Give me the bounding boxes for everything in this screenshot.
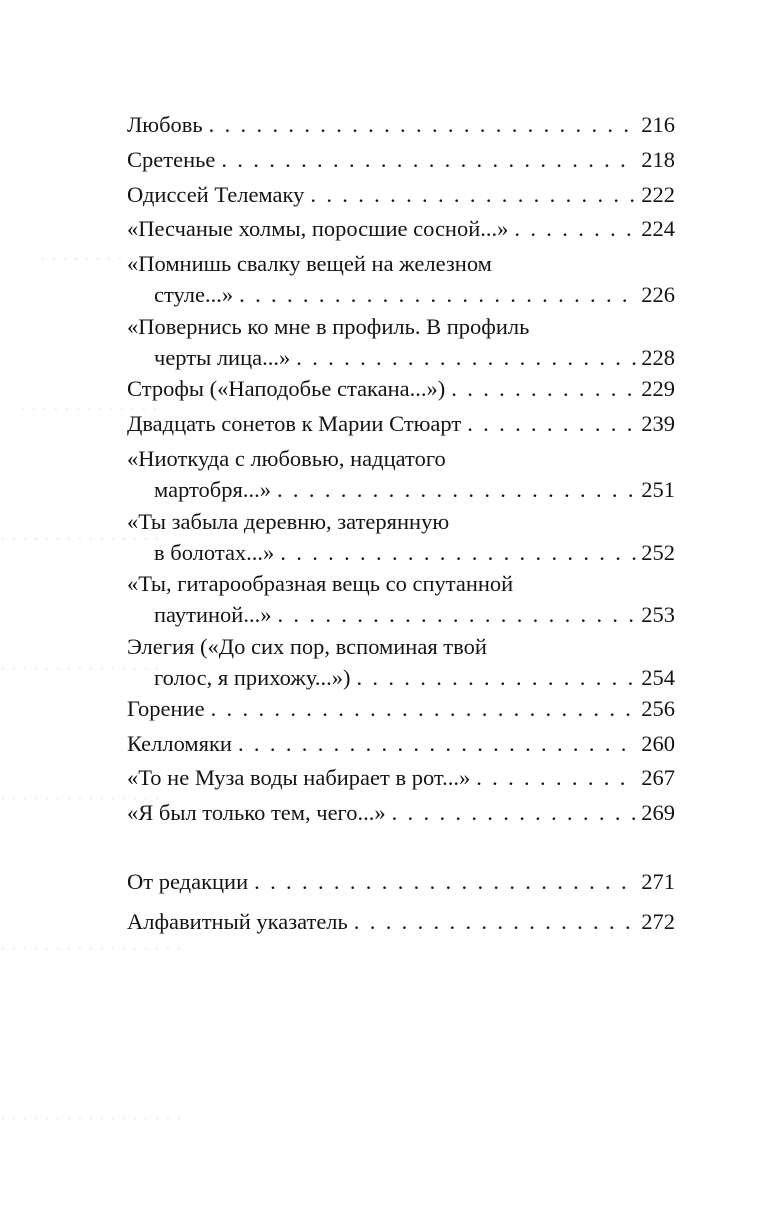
toc-entry-title: Горение	[127, 696, 205, 721]
leader-dots	[254, 866, 637, 897]
leader-dots	[514, 213, 637, 244]
toc-entry	[127, 906, 675, 937]
toc-page-number: 251	[641, 477, 675, 502]
toc-entry-title: Одиссей Телемаку	[127, 182, 305, 207]
toc-entry-title: «Ты забыла деревню, затерянную	[127, 509, 450, 534]
toc-page-number: 216	[641, 112, 675, 137]
toc-entry-title: Любовь	[127, 112, 203, 137]
leader-dots	[310, 179, 637, 210]
toc-entry-title: «То не Муза воды набирает в рот...»	[127, 765, 471, 790]
toc-page-number: 218	[641, 147, 675, 172]
toc-page-number: 269	[641, 800, 675, 825]
toc-entry-title: Двадцать сонетов к Марии Стюарт	[127, 411, 462, 436]
toc-page-number: 256	[641, 696, 675, 721]
toc-entry	[127, 109, 675, 140]
toc-entry-title: От редакции	[127, 869, 249, 894]
toc-entry-title: Элегия («До сих пор, вспоминая твой	[127, 634, 487, 659]
toc-entry	[127, 443, 675, 505]
leader-dots	[467, 408, 637, 439]
toc-entry	[127, 762, 675, 793]
toc-entry-title: «Ниоткуда с любовью, надцатого	[127, 446, 446, 471]
leader-dots	[354, 906, 637, 937]
toc-entry	[127, 631, 675, 693]
toc-entry-title: «Песчаные холмы, поросшие сосной...»	[127, 216, 509, 241]
toc-entry	[127, 373, 675, 404]
toc-entry-title: Алфавитный указатель	[127, 909, 348, 934]
leader-dots	[238, 728, 637, 759]
toc-entry-title-continued: стуле...»	[154, 282, 234, 307]
show-through-bleed: . . . . . . . . . . . . . . . . . . . . . . . . . . . . . . . . . . . . . . . . . . . . . . . . . . . . . . . . . . . . . . . . . . . . . . . . . . . . . . . . . . . . . . . . . . . . . . . . . . . . . . .	[0, 240, 182, 1125]
toc-page-number: 229	[641, 376, 675, 401]
toc-entry	[127, 179, 675, 210]
toc-entry-title-continued: голос, я прихожу...»)	[154, 665, 351, 690]
toc-entry-title: Строфы («Наподобье стакана...»)	[127, 376, 446, 401]
toc-entry	[127, 213, 675, 244]
leader-dots	[277, 599, 637, 630]
toc-entry	[127, 311, 675, 373]
toc-page-number: 271	[641, 869, 675, 894]
toc-entry-title: «Ты, гитарообразная вещь со спутанной	[127, 571, 514, 596]
toc-entry-title-continued: в болотах...»	[154, 540, 275, 565]
toc-entry-title-continued: паутиной...»	[154, 602, 272, 627]
toc-entry-title: «Повернись ко мне в профиль. В профиль	[127, 314, 530, 339]
toc-page-number: 253	[641, 602, 675, 627]
leader-dots	[280, 537, 637, 568]
leader-dots	[356, 662, 637, 693]
toc-entry-title: «Помнишь свалку вещей на железном	[127, 251, 492, 276]
leader-dots	[211, 693, 638, 724]
toc-page-number: 228	[641, 345, 675, 370]
leader-dots	[296, 342, 637, 373]
toc-page-number: 254	[641, 665, 675, 690]
leader-dots	[221, 144, 637, 175]
toc-entry	[127, 797, 675, 828]
toc-page-number: 239	[641, 411, 675, 436]
toc-entry	[127, 408, 675, 439]
leader-dots	[209, 109, 638, 140]
toc-entry-title-continued: черты лица...»	[154, 345, 291, 370]
toc-entry-title: «Я был только тем, чего...»	[127, 800, 386, 825]
toc-entry	[127, 866, 675, 897]
toc-entry	[127, 693, 675, 724]
leader-dots	[239, 279, 637, 310]
leader-dots	[476, 762, 637, 793]
toc-entry	[127, 144, 675, 175]
leader-dots	[277, 474, 637, 505]
toc-page-number: 267	[641, 765, 675, 790]
toc-page-number: 224	[641, 216, 675, 241]
toc-entry-title: Сретенье	[127, 147, 216, 172]
toc-page-number: 252	[641, 540, 675, 565]
toc-entry	[127, 506, 675, 568]
toc-entry	[127, 728, 675, 759]
toc-entry	[127, 248, 675, 310]
toc-entry-title: Келломяки	[127, 731, 232, 756]
toc-entry-title-continued: мартобря...»	[154, 477, 271, 502]
leader-dots	[451, 373, 637, 404]
toc-entry	[127, 568, 675, 630]
toc-page-number: 226	[641, 282, 675, 307]
toc-page-number: 272	[641, 909, 675, 934]
toc-page-number: 260	[641, 731, 675, 756]
leader-dots	[392, 797, 638, 828]
toc-page-number: 222	[641, 182, 675, 207]
